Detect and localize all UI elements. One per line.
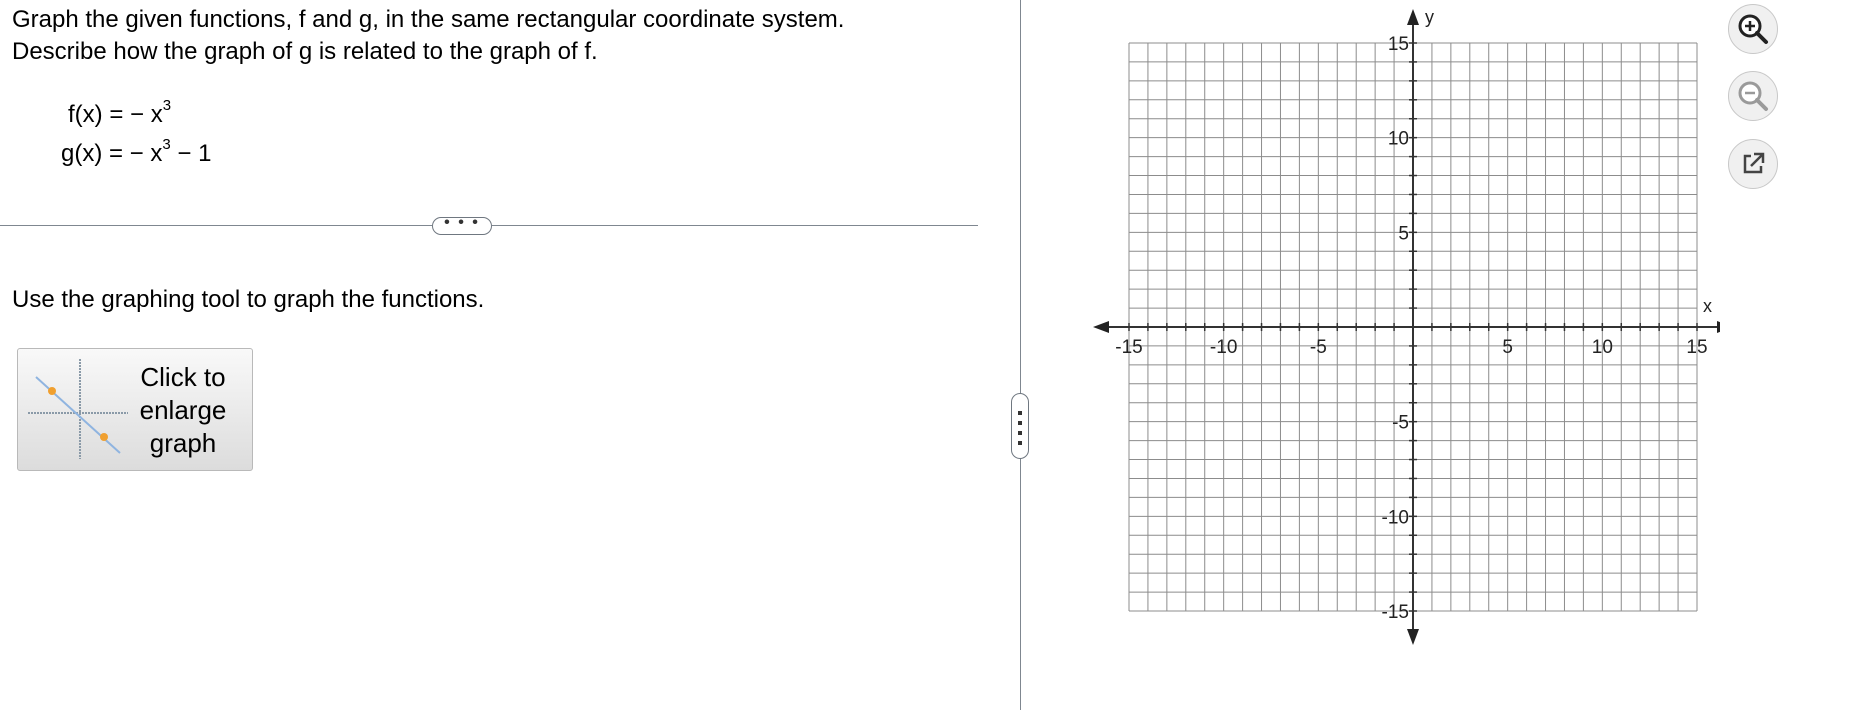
prompt-line-1: Graph the given functions, f and g, in the same rectangular coordinate system. — [12, 6, 845, 33]
handle-dot — [1018, 421, 1022, 425]
coordinate-graph[interactable] — [1080, 0, 1720, 660]
y-axis-arrow-down — [1407, 629, 1419, 645]
enlarge-graph-label — [128, 361, 238, 460]
handle-dot — [1018, 441, 1022, 445]
function-g-exponent: 3 — [162, 136, 171, 153]
divider-right — [492, 225, 978, 226]
popout-button[interactable] — [1728, 139, 1778, 189]
enlarge-label-line-1: Click to — [140, 362, 226, 392]
function-f — [68, 97, 172, 129]
enlarge-label-line-2: enlarge — [139, 395, 227, 425]
zoom-in-button[interactable] — [1728, 4, 1778, 54]
x-tick-label: -10 — [1209, 337, 1238, 358]
y-tick-label: 5 — [1398, 223, 1409, 245]
show-more-button[interactable]: • • • — [432, 217, 492, 235]
handle-dot — [1018, 411, 1022, 415]
y-tick-label: 15 — [1387, 34, 1409, 55]
x-tick-label: -15 — [1115, 337, 1143, 358]
zoom-in-icon — [1735, 11, 1771, 47]
function-f-lhs: f(x) = − x — [68, 101, 163, 128]
y-tick-label: 10 — [1387, 128, 1409, 150]
instruction-text: Use the graphing tool to graph the functions. — [12, 286, 485, 313]
zoom-out-icon — [1735, 78, 1771, 114]
x-tick-label: 5 — [1502, 337, 1513, 358]
prompt-line-2: Describe how the graph of g is related to the graph of f. — [12, 38, 598, 65]
handle-dot — [1018, 431, 1022, 435]
function-f-exponent: 3 — [162, 97, 172, 114]
y-axis-label: y — [1425, 7, 1434, 27]
external-link-icon — [1738, 149, 1768, 179]
x-axis-label: x — [1703, 296, 1712, 316]
function-g-tail: − 1 — [170, 140, 212, 167]
x-tick-label: 15 — [1686, 337, 1708, 358]
pane-splitter[interactable] — [1020, 0, 1021, 710]
enlarge-graph-button[interactable] — [17, 348, 253, 471]
question-prompt — [12, 4, 844, 68]
function-g-lhs: g(x) = − x — [61, 140, 163, 167]
y-tick-label: -5 — [1392, 412, 1409, 434]
graph-thumbnail-icon — [28, 359, 128, 459]
x-tick-label: 10 — [1591, 337, 1613, 358]
zoom-out-button[interactable] — [1728, 71, 1778, 121]
x-axis-arrow-right — [1717, 321, 1720, 333]
y-tick-label: -15 — [1381, 602, 1409, 623]
x-tick-label: -5 — [1309, 337, 1327, 358]
splitter-handle[interactable] — [1011, 393, 1029, 459]
function-g — [61, 136, 212, 168]
divider-left — [0, 225, 432, 226]
y-axis-arrow-up — [1407, 9, 1419, 25]
y-tick-label: -10 — [1381, 507, 1409, 529]
enlarge-label-line-3: graph — [149, 428, 217, 458]
x-axis-arrow-left — [1093, 321, 1109, 333]
